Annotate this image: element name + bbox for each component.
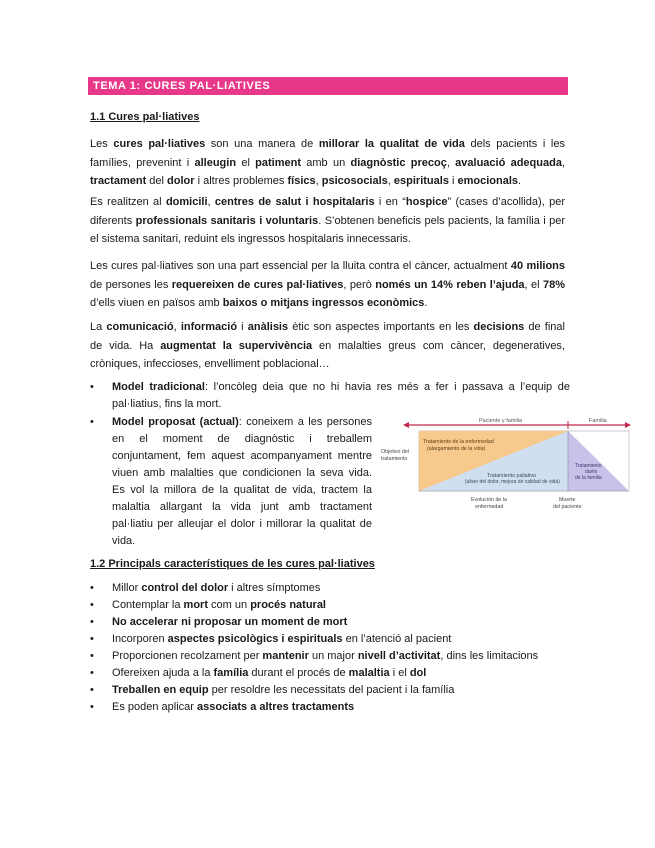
characteristic-item (90, 682, 570, 699)
characteristic-item (90, 648, 570, 665)
characteristic-item (90, 580, 570, 597)
bullet-model-proposat (90, 414, 372, 547)
bold-term: mantenir (262, 650, 309, 662)
label-familia: Familia (589, 418, 607, 424)
bullet-model-tradicional (90, 379, 570, 415)
bold-term: dol (409, 667, 427, 679)
bold-term: mort (183, 599, 208, 611)
label-paciente-familia: Paciente y familia (479, 418, 523, 424)
characteristic-item (90, 665, 570, 682)
bullet-dot: • (90, 701, 94, 713)
bullet-dot: • (90, 582, 94, 594)
characteristic-text: Ofereixen ajuda a la família durant el procés de malaltia i el dol (112, 667, 427, 679)
bold-term: malaltia (348, 667, 390, 679)
bold-term: associats a altres tractaments (197, 701, 355, 713)
bold-term: No accelerar ni proposar un moment de mort (112, 616, 348, 628)
bold-term: informació (180, 321, 238, 333)
characteristic-text: Es poden aplicar associats a altres tractaments (112, 701, 355, 713)
characteristic-text (112, 616, 347, 628)
bold-term: alleugin (194, 156, 237, 169)
label-objetivo: Objetivo del (381, 449, 409, 455)
paragraph-statistics: Les cures pal·liatives son una part essencial per la lluita contra el càncer, actualment 40 milions de persones les requereixen de cures pal·liatives, però només un 14% reben l’ajuda, el 78% d’ells viuen en països amb baixos o mitjans ingressos econòmics. (90, 260, 566, 309)
characteristic-text: Millor control del dolor i altres símptomes (112, 582, 321, 594)
label-palliative: Tratamiento paliativo (487, 473, 536, 479)
bold-term: Model proposat (actual) (112, 416, 239, 428)
characteristic-item (90, 614, 570, 631)
bold-term: comunicació (106, 321, 174, 333)
bullet-text: Model proposat (actual): coneixem a les persones en el moment de diagnòstic i treballem conjuntament, fem aquest acompanyament mentre viuen amb malalties que condicionen la seva vida. Es vol la millora de la qualitat de vida, tractem la malaltia allargant la vida junt amb tractament pal·liatiu per alleujar el dolor i millorar la qualitat de vida. (112, 416, 372, 547)
characteristic-text: Contemplar la mort com un procés natural (112, 599, 326, 611)
characteristic-item (90, 699, 570, 716)
bullet-dot: • (90, 416, 94, 428)
bold-term: patiment (255, 156, 301, 169)
label-grief-2: duelo (585, 469, 598, 475)
bold-term: augmentat la supervivència (160, 339, 313, 352)
arrow-head-right (625, 422, 631, 428)
paragraph-communication: La comunicació, informació i anàlisis ètic son aspectes importants en les decisions de final de vida. Ha augmentat la supervivència en malalties greus com càncer, degeneratives, cròniques, infeccioses, envelliment poblacional… (90, 321, 565, 370)
diagram-svg (379, 417, 631, 517)
label-lengthen-life: (alargamiento de la vida) (427, 446, 486, 452)
bold-term: dolor (167, 175, 195, 187)
paragraph-definition: Les cures pal·liatives son una manera de millorar la qualitat de vida dels pacients i les famílies, prevenint i alleugin el patiment amb un diagnòstic precoç, avaluació adequada, tractament del dolor i altres problemes físics, psicosocials, espirituals i emocionals. (90, 138, 565, 187)
topic-title-banner: TEMA 1: CURES PAL·LIATIVES (88, 77, 568, 95)
section-heading-1-2: 1.2 Principals característiques de les cures pal·liatives (90, 558, 375, 570)
bullet-dot: • (90, 633, 94, 645)
bold-term: procés natural (250, 599, 326, 611)
bullet-dot: • (90, 599, 94, 611)
bold-term: baixos o mitjans ingressos econòmics (222, 297, 425, 309)
label-treatment-disease: Tratamiento de la enfermedad (423, 439, 494, 445)
bold-term: tractament (90, 175, 147, 187)
bold-term: professionals sanitaris i voluntaris (135, 214, 319, 227)
bullet-dot: • (90, 667, 94, 679)
label-evolucion: Evolución de la (471, 497, 507, 503)
section-heading-1-1: 1.1 Cures pal·liatives (90, 111, 200, 123)
characteristic-item (90, 597, 570, 614)
label-del-paciente: del paciente (553, 504, 582, 510)
bold-term: aspectes psicològics i espirituals (167, 633, 343, 645)
bold-term: requereixen de cures pal·liatives (171, 278, 344, 291)
bold-term: físics (287, 175, 316, 187)
label-muerte: Muerte (559, 497, 576, 503)
bold-term: 40 milions (510, 260, 566, 272)
characteristic-text: Incorporen aspectes psicològics i espirituals en l’atenció al pacient (112, 633, 452, 645)
bullet-dot: • (90, 616, 94, 628)
bold-term: psicosocials (321, 175, 388, 187)
label-enfermedad: enfermedad (475, 504, 504, 510)
bold-term: família (213, 667, 249, 679)
bold-term: hospice (405, 196, 448, 208)
arrow-head-left (403, 422, 409, 428)
bold-term: avaluació adequada (455, 156, 562, 169)
bold-term: 78% (542, 278, 565, 291)
label-tratamiento: tratamiento (381, 456, 408, 462)
bold-term: decisions (473, 321, 525, 333)
characteristics-list (90, 580, 570, 716)
bullet-text: Model tradicional: l’oncòleg deia que no hi havia res més a fer i passava a l’equip de pal·liatius, fins la mort. (112, 381, 570, 410)
bullet-dot: • (90, 381, 94, 393)
grief-treatment-area (568, 431, 629, 491)
palliative-model-diagram (379, 417, 631, 517)
bold-term: només un 14% reben l’ajuda (375, 278, 525, 291)
bullet-dot: • (90, 650, 94, 662)
bold-term: cures pal·liatives (113, 138, 206, 150)
bold-term: control del dolor (141, 582, 229, 594)
bold-term: nivell d’activitat (357, 650, 441, 662)
bold-term: centres de salut i hospitalaris (214, 196, 375, 208)
characteristic-text: Treballen en equip per resoldre les necessitats del pacient i la família (112, 684, 455, 696)
characteristic-item (90, 631, 570, 648)
bold-term: emocionals (457, 175, 519, 187)
bullet-dot: • (90, 684, 94, 696)
bold-term: espirituals (393, 175, 449, 187)
bold-term: Model tradicional (112, 381, 205, 393)
bold-term: diagnòstic precoç (350, 156, 447, 169)
label-palliative-detail: (alivio del dolor, mejora de calidad de vida) (465, 479, 560, 485)
paragraph-settings: Es realitzen al domicili, centres de salut i hospitalaris i en “hospice” (cases d’acollida), per diferents professionals sanitaris i voluntaris. S’obtenen beneficis pels pacients, la família i per el sistema sanitari, reduint els ingressos hospitalaris innecessaris. (90, 196, 566, 245)
characteristic-text: Proporcionen recolzament per mantenir un major nivell d’activitat, dins les limitacions (112, 650, 539, 662)
bold-term: anàlisis (247, 321, 289, 333)
bold-term: millorar la qualitat de vida (318, 138, 465, 150)
label-grief-3: de la familia (575, 475, 602, 481)
label-grief-1: Tratamiento (575, 463, 602, 469)
bold-term: Treballen en equip (112, 684, 209, 696)
bold-term: domicili (165, 196, 208, 208)
